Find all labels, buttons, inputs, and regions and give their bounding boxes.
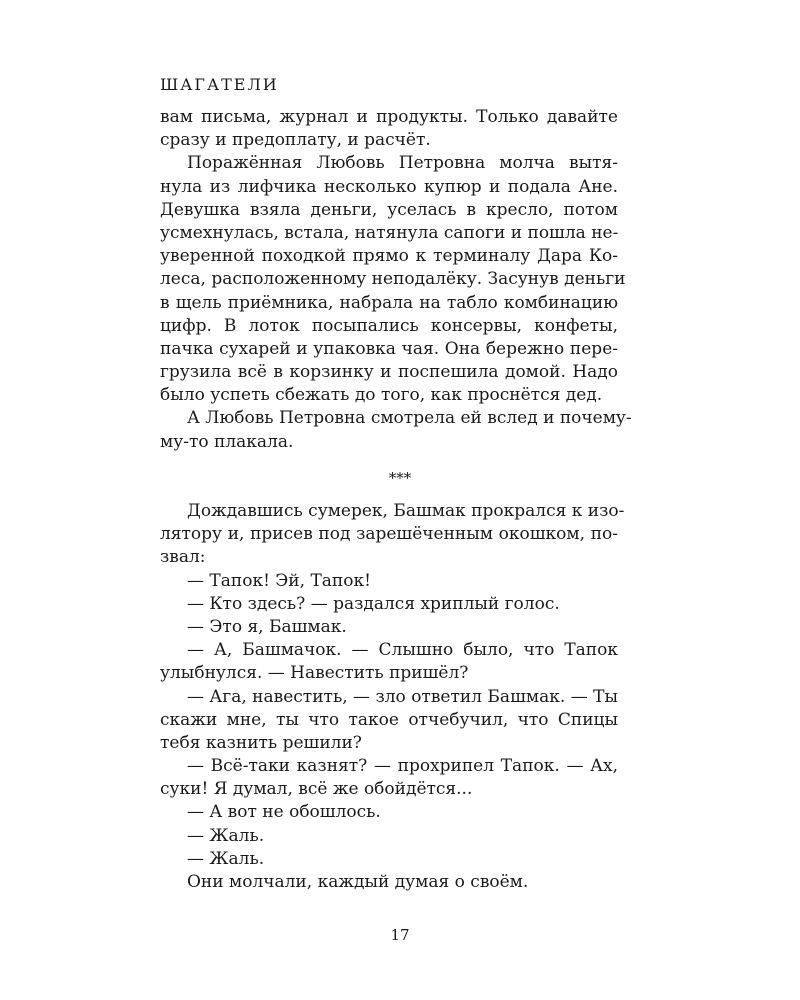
text-line: грузила всё в корзинку и поспешила домой. Надо [160, 362, 618, 383]
text-line: было успеть сбежать до того, как проснётся дед. [160, 385, 603, 406]
text-line: нула из лифчика несколько купюр и подала Ане. [160, 176, 618, 197]
text-block-2 [160, 500, 625, 894]
text-line: леса, расположенному неподалёку. Засунув деньги [160, 269, 626, 290]
text-line: в щель приёмника, набрала на табло комбинацию [160, 292, 618, 313]
text-line: звал: [160, 547, 206, 568]
running-head: ШАГАТЕЛИ [160, 75, 279, 94]
paragraph-first-line: Поражённая Любовь Петровна молча вытя- [187, 153, 618, 174]
text-line: тебя казнить решили? [160, 732, 362, 753]
dialogue-line: — Тапок! Эй, Тапок! [187, 570, 371, 591]
page-number: 17 [390, 926, 410, 944]
text-line: цифр. В лоток посыпались консервы, конфеты, [160, 315, 618, 336]
paragraph-first-line: А Любовь Петровна смотрела ей вслед и почему- [187, 408, 632, 429]
dialogue-line: — А, Башмачок. — Слышно было, что Тапок [187, 640, 618, 661]
text-line: му-то плакала. [160, 431, 294, 452]
text-line: усмехнулась, встала, натянула сапоги и пошла не- [160, 222, 619, 243]
dialogue-line: — Жаль. [187, 848, 265, 869]
text-line: лятору и, присев под зарешёченным окошком, по- [160, 524, 618, 545]
dialogue-line: — А вот не обошлось. [187, 802, 381, 823]
text-line: сразу и предоплату, и расчёт. [160, 130, 431, 151]
text-line: скажи мне, ты что такое отчебучил, что Спицы [160, 709, 618, 730]
text-line: суки! Я думал, всё же обойдётся... [160, 779, 473, 800]
paragraph-first-line: Они молчали, каждый думая о своём. [187, 872, 529, 892]
text-line: Девушка взяла деньги, уселась в кресло, потом [160, 199, 618, 220]
dialogue-line: — Всё-таки казнят? — прохрипел Тапок. — Ах, [187, 756, 618, 777]
text-block-1 [160, 106, 632, 454]
dialogue-line: — Жаль. [187, 825, 265, 846]
paragraph-first-line: Дождавшись сумерек, Башмак прокрался к изо- [187, 501, 625, 521]
dialogue-line: — Ага, навестить, — зло ответил Башмак. — Ты [187, 686, 618, 707]
text-line: улыбнулся. — Навестить пришёл? [160, 663, 469, 684]
text-line: вам письма, журнал и продукты. Только давайте [160, 107, 618, 127]
dialogue-line: — Это я, Башмак. [187, 616, 347, 637]
section-separator: *** [388, 469, 412, 487]
text-line: уверенной походкой прямо к терминалу Дара Ко- [160, 246, 618, 267]
text-line: пачка сухарей и упаковка чая. Она бережно пере- [160, 338, 618, 359]
dialogue-line: — Кто здесь? — раздался хриплый голос. [187, 593, 560, 614]
